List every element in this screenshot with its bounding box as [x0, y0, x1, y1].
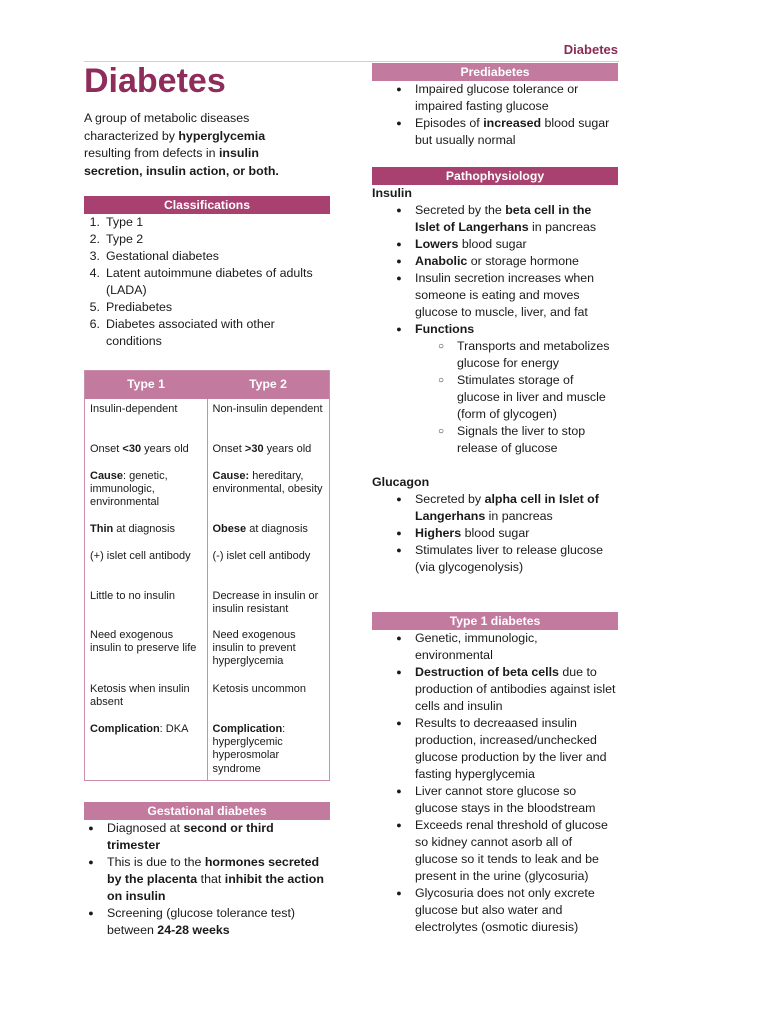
gestational-section: [84, 802, 330, 939]
list-item: ● Results to decreaased insulin production, increased/unchecked glucose production by the liver and fasting hyperglycemia: [372, 715, 618, 783]
bullet-icon: ●: [88, 823, 94, 833]
list-item: ● Secreted by the beta cell in the Islet of Langerhans in pancreas: [372, 202, 618, 236]
table-header-row: [85, 371, 330, 399]
list-item: ● Functions ○ Transports and metabolizes glucose for energy ○ Stimulates storage of glucose in liver and muscle (form of glycogen) ○ Signals the liver to stop release of glucose: [372, 321, 618, 457]
list-item: [84, 214, 330, 231]
table-cell: Onset >30 years old: [212, 442, 312, 455]
table-cell: Thin at diagnosis: [85, 519, 208, 546]
bullet-icon: ●: [396, 494, 402, 504]
item-number: 4.: [89, 266, 100, 280]
bullet-icon: ●: [88, 908, 94, 918]
bullet-icon: ●: [396, 324, 402, 334]
list-item: ● Impaired glucose tolerance or impaired fasting glucose: [372, 81, 618, 115]
type1-section: [372, 612, 618, 936]
list-item: ● Screening (glucose tolerance test) between 24-28 weeks: [64, 905, 330, 939]
list-item: ● Liver cannot store glucose so glucose stays in the bloodstream: [372, 783, 618, 817]
table-cell: Non-insulin dependent: [212, 402, 323, 415]
type1-list: [372, 630, 618, 936]
bullet-icon: ●: [396, 633, 402, 643]
bullet-icon: ●: [396, 888, 402, 898]
bullet-icon: ●: [396, 273, 402, 283]
list-item: ● Diagnosed at second or third trimester: [64, 820, 330, 854]
bullet-icon: ●: [396, 528, 402, 538]
list-item: ● Highers blood sugar: [372, 525, 618, 542]
intro-paragraph: [84, 110, 314, 180]
table-cell: Need exogenous insulin to prevent hyperglycemia: [212, 628, 296, 668]
classifications-section: [84, 196, 330, 350]
list-item: [84, 299, 330, 316]
intro-bold: hyperglycemia: [178, 128, 266, 143]
item-text: Latent autoimmune diabetes of adults (LADA): [106, 266, 313, 297]
table-cell: Onset <30 years old: [85, 439, 208, 466]
table-row: [85, 625, 330, 679]
gestational-heading: Gestational diabetes: [84, 802, 330, 820]
table-cell: Complication: DKA: [85, 719, 208, 781]
table-cell: Ketosis when insulin absent: [85, 679, 208, 719]
sublist-item: ○ Stimulates storage of glucose in liver and muscle (form of glycogen): [415, 372, 618, 423]
prediabetes-section: [372, 63, 618, 149]
intro-text: A group of metabolic diseases characterized by: [84, 111, 250, 143]
table-row: [85, 679, 330, 719]
table-row: [85, 546, 330, 586]
list-item: ● Secreted by alpha cell in Islet of Langerhans in pancreas: [372, 491, 618, 525]
bullet-icon: ●: [396, 205, 402, 215]
bullet-icon: ●: [396, 239, 402, 249]
list-item: ● Stimulates liver to release glucose (via glycogenolysis): [372, 542, 618, 576]
column-header-type2: Type 2: [207, 371, 330, 399]
list-item: [84, 231, 330, 248]
list-item: ● Episodes of increased blood sugar but usually normal: [372, 115, 618, 149]
pathophysiology-heading: Pathophysiology: [372, 167, 618, 185]
list-item: ● Destruction of beta cells due to production of antibodies against islet cells and insulin: [372, 664, 618, 715]
table-cell: Obese at diagnosis: [212, 522, 308, 535]
table-cell: Complication: hyperglycemic hyperosmolar syndrome: [212, 722, 286, 775]
list-item: ● Lowers blood sugar: [372, 236, 618, 253]
table-cell: Little to no insulin: [85, 586, 208, 625]
page-title: Diabetes: [84, 62, 226, 100]
type1-heading: Type 1 diabetes: [372, 612, 618, 630]
gestational-list: [64, 820, 330, 939]
glucagon-heading: Glucagon: [372, 475, 430, 489]
bullet-icon: ●: [396, 820, 402, 830]
list-item: ● Glycosuria does not only excrete glucose but also water and electrolytes (osmotic diuresis): [372, 885, 618, 936]
list-item: ● Genetic, immunologic, environmental: [372, 630, 618, 664]
bullet-icon: ●: [396, 786, 402, 796]
list-item: ● Insulin secretion increases when someone is eating and moves glucose to muscle, liver, and fat: [372, 270, 618, 321]
table-row: [85, 439, 330, 466]
table-row: [85, 719, 330, 781]
item-text: Gestational diabetes: [106, 249, 219, 263]
bullet-icon: ●: [396, 718, 402, 728]
item-number: 5.: [89, 300, 100, 314]
bullet-icon: ●: [396, 84, 402, 94]
running-header: Diabetes: [563, 42, 618, 57]
intro-bold: insulin secretion, insulin action, or both.: [84, 146, 279, 178]
sublist-item: ○ Signals the liver to stop release of glucose: [415, 423, 618, 457]
pathophysiology-section: [372, 167, 618, 576]
table-row: [85, 519, 330, 546]
item-text: Type 2: [106, 232, 144, 246]
prediabetes-list: [372, 81, 618, 149]
list-item: [84, 316, 330, 350]
item-text: Type 1: [106, 215, 144, 229]
classifications-list: [84, 214, 330, 350]
table-cell: (+) islet cell antibody: [85, 546, 208, 586]
prediabetes-heading: Prediabetes: [372, 63, 618, 81]
item-text: Diabetes associated with other conditions: [106, 317, 275, 348]
table-row: [85, 399, 330, 439]
item-number: 6.: [89, 317, 100, 331]
item-text: Prediabetes: [106, 300, 173, 314]
table-cell: Decrease in insulin or insulin resistant: [212, 589, 319, 615]
bullet-icon: ●: [396, 545, 402, 555]
list-item: [84, 265, 330, 299]
bullet-icon: ●: [396, 667, 402, 677]
column-header-type1: Type 1: [85, 371, 208, 399]
table-cell: Need exogenous insulin to preserve life: [85, 625, 208, 679]
table-cell: Cause: genetic, immunologic, environmental: [85, 466, 208, 519]
list-item: [84, 248, 330, 265]
item-number: 2.: [89, 232, 100, 246]
type-comparison-table: [84, 370, 330, 781]
insulin-heading: Insulin: [372, 186, 412, 200]
sublist-item: ○ Transports and metabolizes glucose for energy: [415, 338, 618, 372]
list-item: ● Exceeds renal threshold of glucose so kidney cannot asorb all of glucose so it tends to leak and be present in the urine (glycosuria): [372, 817, 618, 885]
circle-bullet-icon: ○: [437, 375, 444, 386]
insulin-list: [372, 202, 618, 457]
table-cell: (-) islet cell antibody: [212, 549, 311, 562]
circle-bullet-icon: ○: [437, 426, 444, 437]
table-cell: Ketosis uncommon: [212, 682, 307, 695]
bullet-icon: ●: [88, 857, 94, 867]
glucagon-list: [372, 491, 618, 576]
table-row: [85, 586, 330, 625]
list-item: ● This is due to the hormones secreted by the placenta that inhibit the action on insulin: [64, 854, 330, 905]
functions-sublist: [415, 338, 618, 457]
table-cell: Cause: hereditary, environmental, obesity: [212, 469, 323, 495]
intro-text: resulting from defects in: [84, 146, 219, 160]
item-number: 3.: [89, 249, 100, 263]
table-cell: Insulin-dependent: [85, 399, 208, 439]
bullet-icon: ●: [396, 118, 402, 128]
classifications-heading: Classifications: [84, 196, 330, 214]
list-item: ● Anabolic or storage hormone: [372, 253, 618, 270]
item-number: 1.: [89, 215, 100, 229]
table-row: [85, 466, 330, 519]
circle-bullet-icon: ○: [437, 341, 444, 352]
bullet-icon: ●: [396, 256, 402, 266]
